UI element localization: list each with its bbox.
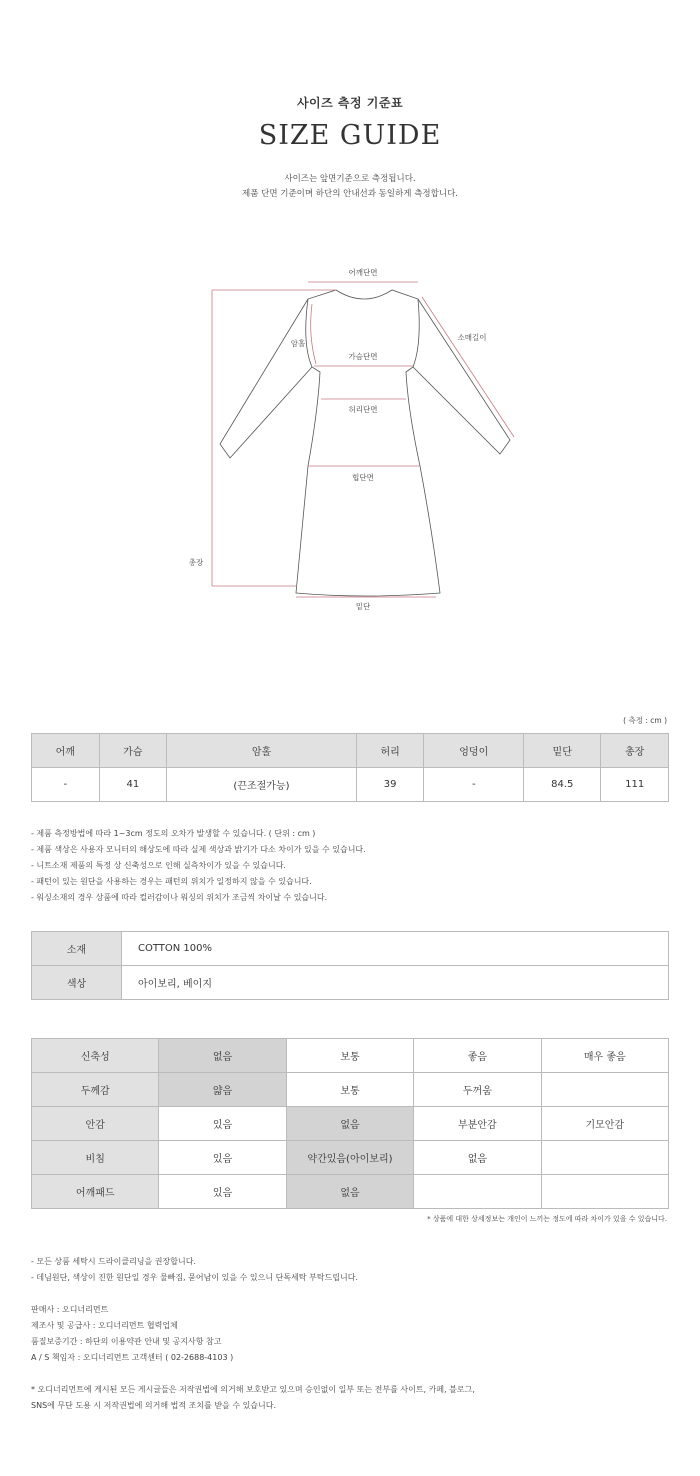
attribute-option-selected: 얇음: [159, 1073, 286, 1107]
note-line: - 제품 색상은 사용자 모니터의 해상도에 따라 실제 색상과 밝기가 다소 차이가 있을 수 있습니다.: [31, 845, 366, 854]
seller-line: 제조사 및 공급사 : 오디너리먼트 협력업체: [31, 1321, 178, 1330]
intro-line-1: 사이즈는 앞면기준으로 측정됩니다.: [284, 174, 416, 184]
care-line: - 모든 상품 세탁시 드라이클리닝을 권장합니다.: [31, 1257, 196, 1266]
seller-line: 품질보증기간 : 하단의 이용약관 안내 및 공지사항 참고: [31, 1337, 222, 1346]
size-table: [31, 733, 669, 802]
attribute-option-selected: 약간있음(아이보리): [286, 1141, 413, 1175]
label-shoulder: 어깨단면: [348, 268, 378, 277]
size-value-cell: (끈조절가능): [167, 768, 357, 802]
attribute-row: [32, 1073, 669, 1107]
label-hip: 힙단면: [352, 473, 374, 482]
label-armhole: 암홀: [290, 339, 306, 348]
intro-line-2: 제품 단면 기준이며 하단의 안내선과 동일하게 측정합니다.: [242, 189, 458, 199]
attribute-option: 기모안감: [541, 1107, 668, 1141]
unit-note: ( 측정 : cm ): [623, 716, 667, 725]
size-value-cell: -: [32, 768, 100, 802]
attribute-option: 있음: [159, 1107, 286, 1141]
size-header-cell: 총장: [601, 734, 669, 768]
attribute-option: 좋음: [414, 1039, 541, 1073]
attribute-row: [32, 1039, 669, 1073]
measure-lines: [212, 282, 514, 597]
attribute-option: 있음: [159, 1141, 286, 1175]
note-line: - 제품 측정방법에 따라 1~3cm 정도의 오차가 발생할 수 있습니다. ( 단위 : cm ): [31, 829, 316, 838]
attribute-option: 두꺼움: [414, 1073, 541, 1107]
attribute-option: 없음: [414, 1141, 541, 1175]
attribute-option-selected: 없음: [286, 1175, 413, 1209]
label-sleeve: 소매길이: [457, 333, 487, 342]
note-line: - 패턴이 있는 원단을 사용하는 경우는 패턴의 위치가 일정하지 않을 수 있습니다.: [31, 877, 312, 886]
size-table-value-row: [32, 768, 669, 802]
size-value-cell: 41: [99, 768, 167, 802]
size-header-cell: 어깨: [32, 734, 100, 768]
copyright-line: SNS에 무단 도용 시 저작권법에 의거해 법적 조치를 받을 수 있습니다.: [31, 1401, 277, 1410]
attribute-row: [32, 1107, 669, 1141]
size-table-header-row: [32, 734, 669, 768]
attribute-option-selected: 없음: [159, 1039, 286, 1073]
size-header-cell: 엉덩이: [424, 734, 524, 768]
care-notes: [31, 1254, 358, 1286]
seller-line: A / S 책임자 : 오디너리먼트 고객센터 ( 02-2688-4103 ): [31, 1353, 234, 1362]
color-row: [32, 966, 669, 1000]
attribute-disclaimer: * 상품에 대한 상세정보는 개인이 느끼는 정도에 따라 차이가 있을 수 있습니다.: [427, 1215, 667, 1223]
attribute-label: 비침: [32, 1141, 159, 1175]
attribute-option-selected: 없음: [286, 1107, 413, 1141]
attribute-option: 보통: [286, 1039, 413, 1073]
size-value-cell: -: [424, 768, 524, 802]
attribute-label: 신축성: [32, 1039, 159, 1073]
attribute-option: 있음: [159, 1175, 286, 1209]
size-header-cell: 밑단: [524, 734, 601, 768]
copyright-line: * 오디너리먼트에 게시된 모든 게시글들은 저작권법에 의거해 보호받고 있으며 승인없이 일부 또는 전부를 사이트, 카페, 블로그,: [31, 1385, 475, 1394]
attribute-option: [414, 1175, 541, 1209]
size-value-cell: 111: [601, 768, 669, 802]
note-line: - 니트소재 제품의 특정 상 신축성으로 인해 실측차이가 있을 수 있습니다.: [31, 861, 286, 870]
size-value-cell: 84.5: [524, 768, 601, 802]
size-header-cell: 허리: [356, 734, 424, 768]
size-header-cell: 가슴: [99, 734, 167, 768]
label-chest: 가슴단면: [348, 352, 378, 361]
attribute-option: [541, 1175, 668, 1209]
page-title-en: SIZE GUIDE: [258, 120, 442, 151]
material-table: [31, 931, 669, 1000]
attribute-option: 매우 좋음: [541, 1039, 668, 1073]
label-total: 총장: [188, 558, 204, 567]
copyright-notice: [31, 1382, 475, 1414]
attribute-option: 보통: [286, 1073, 413, 1107]
attribute-label: 어깨패드: [32, 1175, 159, 1209]
color-label: 색상: [32, 966, 122, 1000]
seller-info: [31, 1302, 233, 1366]
attribute-option: [541, 1141, 668, 1175]
attribute-label: 두께감: [32, 1073, 159, 1107]
note-line: - 워싱소재의 경우 상품에 따라 컬러감이나 워싱의 위치가 조금씩 차이날 수 있습니다.: [31, 893, 328, 902]
material-value: COTTON 100%: [122, 932, 669, 966]
dress-outline: [220, 290, 510, 596]
label-hem: 밑단: [355, 602, 371, 611]
size-header-cell: 암홀: [167, 734, 357, 768]
attribute-table: [31, 1038, 669, 1209]
material-row: [32, 932, 669, 966]
attribute-row: [32, 1175, 669, 1209]
seller-line: 판매사 : 오디너리먼트: [31, 1305, 109, 1314]
size-value-cell: 39: [356, 768, 424, 802]
label-waist: 허리단면: [348, 405, 378, 414]
color-value: 아이보리, 베이지: [122, 966, 669, 1000]
attribute-option: [541, 1073, 668, 1107]
attribute-option: 부분안감: [414, 1107, 541, 1141]
attribute-label: 안감: [32, 1107, 159, 1141]
attribute-row: [32, 1141, 669, 1175]
page-title-ko: 사이즈 측정 기준표: [296, 96, 404, 110]
material-label: 소재: [32, 932, 122, 966]
measure-notes: [31, 826, 366, 906]
care-line: - 데님원단, 색상이 진한 원단일 경우 물빠짐, 묻어남이 있을 수 있으니 단독세탁 부탁드립니다.: [31, 1273, 358, 1282]
